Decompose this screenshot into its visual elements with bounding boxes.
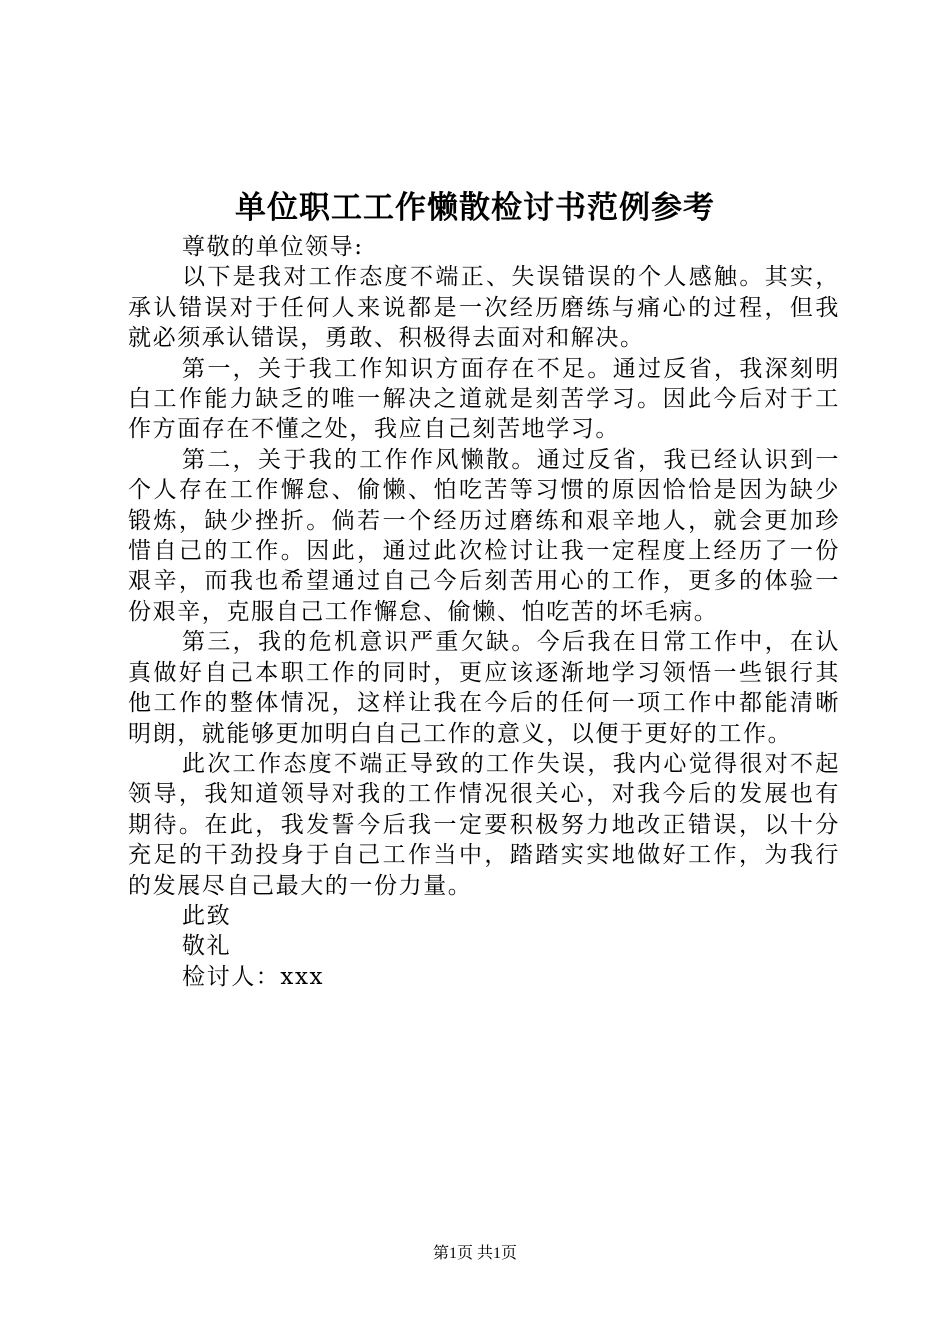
document-title: 单位职工工作懒散检讨书范例参考 bbox=[235, 190, 715, 226]
paragraph-conclusion: 此次工作态度不端正导致的工作失误，我内心觉得很对不起领导，我知道领导对我的工作情况很关心，对我今后的发展也有期待。在此，我发誓今后我一定要积极努力地改正错误，以十分充足的干劲投身于自己工作当中，踏踏实实地做好工作，为我行的发展尽自己最大的一份力量。 bbox=[128, 750, 840, 899]
paragraph-intro: 以下是我对工作态度不端正、失误错误的个人感触。其实，承认错误对于任何人来说都是一次经历磨练与痛心的过程，但我就必须承认错误，勇敢、积极得去面对和解决。 bbox=[128, 264, 840, 352]
closing-line-2: 敬礼 bbox=[182, 933, 232, 960]
closing-line-1: 此致 bbox=[182, 902, 232, 929]
page-footer: 第1页 共1页 bbox=[432, 1245, 517, 1262]
paragraph-first-point: 第一，关于我工作知识方面存在不足。通过反省，我深刻明白工作能力缺乏的唯一解决之道就是刻苦学习。因此今后对于工作方面存在不懂之处，我应自己刻苦地学习。 bbox=[128, 355, 840, 443]
paragraph-second-point: 第二，关于我的工作作风懒散。通过反省，我已经认识到一个人存在工作懈怠、偷懒、怕吃苦等习惯的原因恰恰是因为缺少锻炼，缺少挫折。倘若一个经历过磨练和艰辛地人，就会更加珍惜自己的工作。因此，通过此次检讨让我一定程度上经历了一份艰辛，而我也希望通过自己今后刻苦用心的工作，更多的体验一份艰辛，克服自己工作懈怠、偷懒、怕吃苦的坏毛病。 bbox=[128, 446, 840, 625]
signature: 检讨人：xxx bbox=[182, 963, 325, 990]
document-body bbox=[128, 232, 840, 992]
paragraph-third-point: 第三，我的危机意识严重欠缺。今后我在日常工作中，在认真做好自己本职工作的同时，更应该逐渐地学习领悟一些银行其他工作的整体情况，这样让我在今后的任何一项工作中都能清晰明朗，就能够更加明白自己工作的意义，以便于更好的工作。 bbox=[128, 629, 840, 747]
salutation: 尊敬的单位领导: bbox=[182, 234, 364, 260]
